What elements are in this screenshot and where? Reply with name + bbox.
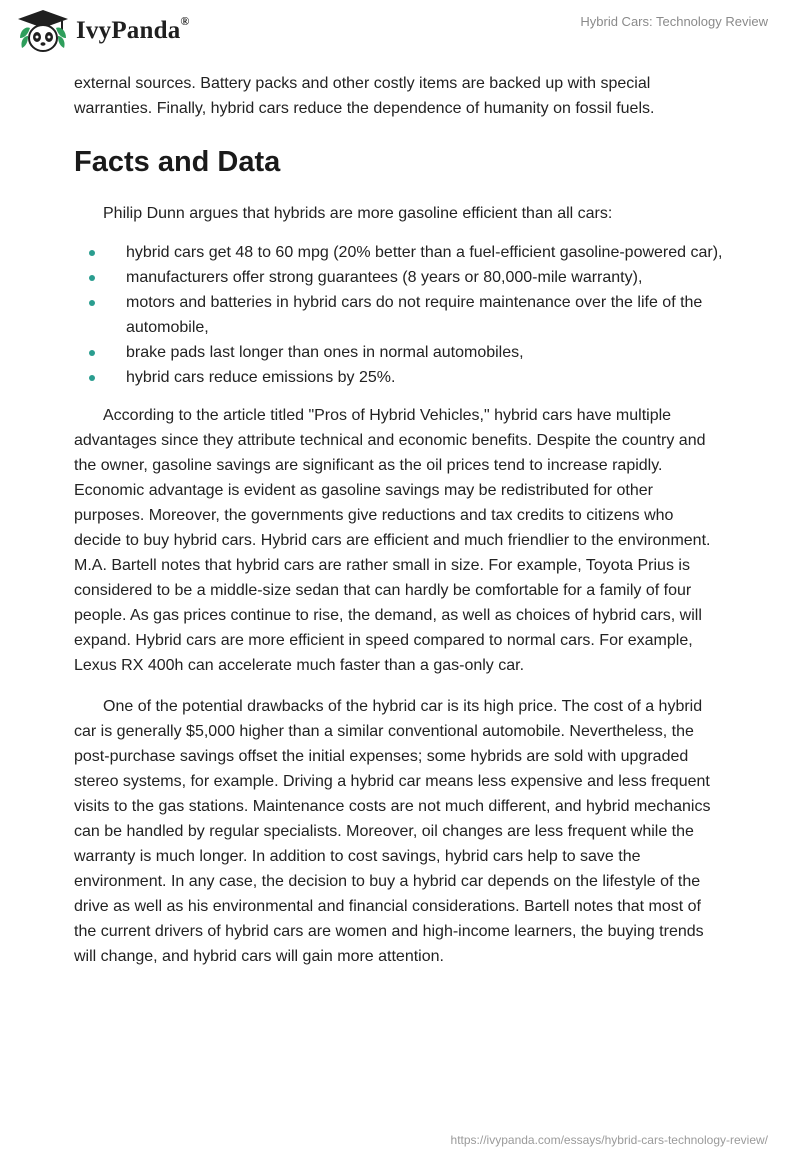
list-item <box>74 365 724 390</box>
list-item-text: motors and batteries in hybrid cars do not require maintenance over the life of the automobile, <box>126 294 703 336</box>
bullet-icon <box>89 300 95 306</box>
list-item <box>74 265 724 290</box>
brand-name <box>76 13 190 45</box>
panda-graduate-icon <box>14 8 72 54</box>
list-item <box>74 240 724 265</box>
lead-paragraph: Philip Dunn argues that hybrids are more gasoline efficient than all cars: <box>103 205 613 222</box>
bullet-icon <box>89 275 95 281</box>
facts-list <box>74 240 724 390</box>
list-item-text: hybrid cars reduce emissions by 25%. <box>126 369 396 386</box>
essay-content <box>74 70 724 969</box>
section-heading: Facts and Data <box>74 146 281 178</box>
bullet-icon <box>89 375 95 381</box>
bullet-icon <box>89 250 95 256</box>
list-item <box>74 340 724 365</box>
intro-paragraph: external sources. Battery packs and other costly items are backed up with special warranties. Finally, hybrid cars reduce the dependence of humanity on fossil fuels. <box>74 75 655 117</box>
ivypanda-logo[interactable] <box>14 8 190 54</box>
list-item-text: manufacturers offer strong guarantees (8 years or 80,000-mile warranty), <box>126 269 643 286</box>
brand-text: IvyPanda <box>76 17 181 44</box>
registered-mark: ® <box>180 13 190 28</box>
body-paragraph-advantages: According to the article titled "Pros of Hybrid Vehicles," hybrid cars have multiple advantages since they attribute technical and economic benefits. Despite the country and the owner, gasoline savings are significant as the oil prices tend to increase rapidly. Economic advantage is evident as gasoline savings may be redistributed for other purposes. Moreover, the governments give reductions and tax credits to citizens who decide to buy hybrid cars. Hybrid cars are efficient and much friendlier to the environment. M.A. Bartell notes that hybrid cars are rather small in size. For example, Toyota Prius is considered to be a middle-size sedan that can hardly be comfortable for a family of four people. As gas prices continue to rise, the demand, as well as choices of hybrid cars, will expand. Hybrid cars are more efficient in speed compared to normal cars. For example, Lexus RX 400h can accelerate much faster than a gas-only car. <box>74 407 711 674</box>
body-paragraph-drawbacks: One of the potential drawbacks of the hybrid car is its high price. The cost of a hybrid car is generally $5,000 higher than a similar conventional automobile. Nevertheless, the post-purchase savings offset the initial expenses; some hybrids are sold with upgraded stereo systems, for example. Driving a hybrid car means less expensive and less frequent visits to the gas stations. Maintenance costs are not much different, and hybrid mechanics can be handled by regular specialists. Moreover, oil changes are less frequent while the warranty is much longer. In addition to cost savings, hybrid cars help to save the environment. In any case, the decision to buy a hybrid car depends on the lifestyle of the drive as well as his environmental and financial considerations. Bartell notes that most of the current drivers of hybrid cars are women and high-income learners, the buying trends will change, and hybrid cars will gain more attention. <box>74 698 711 965</box>
source-url[interactable]: https://ivypanda.com/essays/hybrid-cars-technology-review/ <box>450 1133 768 1147</box>
list-item <box>74 290 724 340</box>
bullet-icon <box>89 350 95 356</box>
page-header <box>0 0 800 70</box>
list-item-text: hybrid cars get 48 to 60 mpg (20% better than a fuel-efficient gasoline-powered car), <box>126 244 723 261</box>
document-title: Hybrid Cars: Technology Review <box>580 14 768 29</box>
list-item-text: brake pads last longer than ones in normal automobiles, <box>126 344 524 361</box>
